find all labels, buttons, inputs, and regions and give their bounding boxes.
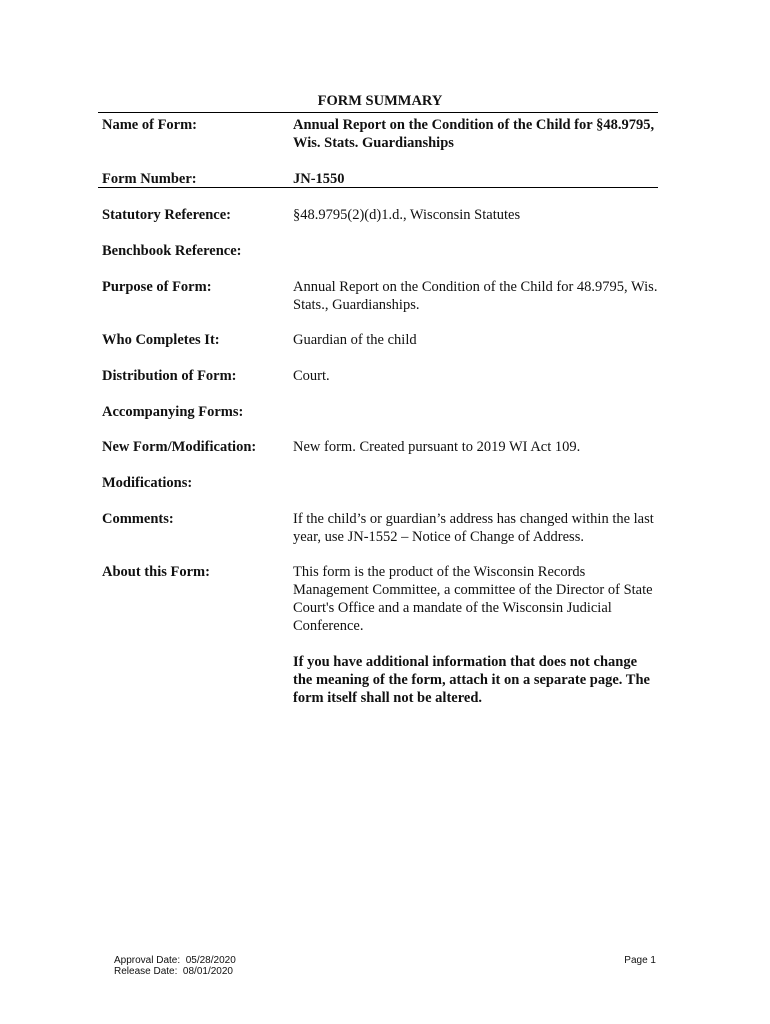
page-number: Page 1 bbox=[624, 955, 656, 966]
form-summary-title: FORM SUMMARY bbox=[317, 93, 443, 109]
release-date: Release Date: 08/01/2020 bbox=[114, 966, 233, 977]
name-of-form-label: Name of Form: bbox=[102, 117, 198, 133]
who-completes-it-value: Guardian of the child bbox=[293, 332, 417, 348]
comments-label: Comments: bbox=[102, 511, 174, 527]
form-number-label: Form Number: bbox=[102, 171, 197, 187]
statutory-reference-label: Statutory Reference: bbox=[102, 207, 231, 223]
purpose-of-form-value: Annual Report on the Condition of the Child for 48.9795, Wis. Stats., Guardianships. bbox=[293, 279, 658, 313]
top-divider bbox=[98, 112, 658, 113]
name-of-form-value: Annual Report on the Condition of the Child for §48.9795, Wis. Stats. Guardianships bbox=[293, 117, 655, 151]
statutory-reference-value: §48.9795(2)(d)1.d., Wisconsin Statutes bbox=[293, 207, 521, 223]
distribution-of-form-label: Distribution of Form: bbox=[102, 368, 237, 384]
modifications-label: Modifications: bbox=[102, 475, 193, 491]
about-this-form-label: About this Form: bbox=[102, 564, 210, 580]
accompanying-forms-label: Accompanying Forms: bbox=[102, 404, 244, 420]
alteration-notice: If you have additional information that does not change the meaning of the form, attach it on a separate page. The form itself shall not be altered. bbox=[293, 654, 650, 706]
about-this-form-value bbox=[293, 563, 658, 707]
purpose-of-form-label: Purpose of Form: bbox=[102, 279, 212, 295]
new-form-modification-value: New form. Created pursuant to 2019 WI Act 109. bbox=[293, 439, 581, 455]
who-completes-it-label: Who Completes It: bbox=[102, 332, 220, 348]
benchbook-reference-label: Benchbook Reference: bbox=[102, 243, 242, 259]
footer-dates bbox=[114, 955, 236, 977]
approval-date: Approval Date: 05/28/2020 bbox=[114, 955, 236, 966]
distribution-of-form-value: Court. bbox=[293, 368, 330, 384]
form-number-divider bbox=[98, 187, 658, 188]
new-form-modification-label: New Form/Modification: bbox=[102, 439, 257, 455]
comments-value: If the child’s or guardian’s address has changed within the last year, use JN-1552 – Notice of Change of Address. bbox=[293, 511, 654, 545]
about-this-form-text: This form is the product of the Wisconsin Records Management Committee, a committee of the Director of State Court's Office and a mandate of the Wisconsin Judicial Conference. bbox=[293, 564, 653, 634]
form-number-value: JN-1550 bbox=[293, 171, 345, 187]
